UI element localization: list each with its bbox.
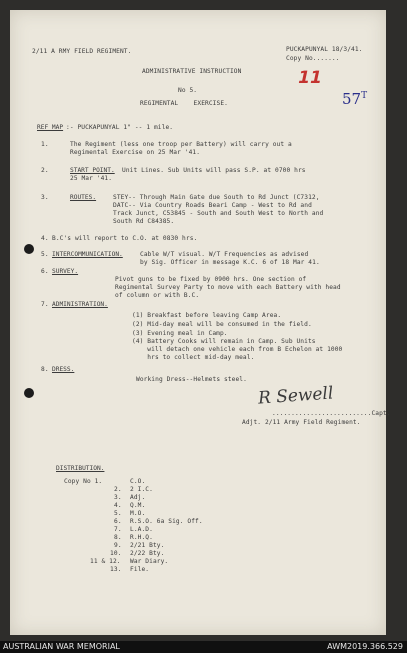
dist-to-4: Q.M. (130, 502, 146, 509)
place-date: PUCKAPUNYAL 18/3/41. (286, 46, 363, 53)
dist-copy-8: 8. (114, 534, 122, 541)
admin-item-3: (3) Evening meal in Camp. (132, 330, 228, 337)
dist-copy-5: 5. (114, 510, 122, 517)
dist-to-8: R.H.Q. (130, 534, 153, 541)
para-2-label: START POINT. (70, 167, 115, 174)
dress-label: DRESS. (52, 366, 75, 373)
dist-to-9: 2/21 Bty. (130, 542, 165, 549)
para-6-label: SURVEY. (52, 268, 79, 275)
signature-appointment: Adjt. 2/11 Army Field Regiment. (242, 419, 361, 426)
para-7-num: 7. (41, 301, 49, 308)
punch-hole-top (24, 244, 34, 254)
para-1-line-2: Regimental Exercise on 25 Mar '41. (70, 149, 201, 156)
copy-number: Copy No....... (286, 55, 340, 62)
distribution-label: DISTRIBUTION. (56, 465, 105, 472)
dist-copy-9: 9. (114, 542, 122, 549)
dist-copy-3: 3. (114, 494, 122, 501)
admin-item-2: (2) Mid-day meal will be consumed in the field. (132, 321, 312, 328)
admin-item-1: (1) Breakfast before leaving Camp Area. (132, 312, 282, 319)
dist-copy-4: 4. (114, 502, 122, 509)
para-3-num: 3. (41, 194, 49, 201)
para-6-line-2: Pivot guns to be fixed by 0900 hrs. One section of (115, 276, 307, 283)
admin-item-6: hrs to collect mid-day meal. (132, 354, 255, 361)
para-3-line-4: South Rd C84385. (113, 218, 175, 225)
para-2-line-2: 25 Mar '41. (70, 175, 113, 182)
dist-to-10: 2/22 Bty. (130, 550, 165, 557)
dist-copy-7: 7. (114, 526, 122, 533)
footer-institution: AUSTRALIAN WAR MEMORIAL (3, 642, 120, 651)
blue-number-annotation (342, 90, 367, 108)
red-copy-annotation: 11 (295, 68, 324, 88)
dist-to-1: C.O. (130, 478, 146, 485)
dress-text: Working Dress--Helmets steel. (136, 376, 247, 383)
ref-map-label: REF MAP (37, 124, 64, 131)
dist-to-11: War Diary. (130, 558, 169, 565)
dist-to-6: R.S.O. 6a Sig. Off. (130, 518, 203, 525)
para-6-num: 6. (41, 268, 49, 275)
admin-item-4: (4) Battery Cooks will remain in Camp. Sub Units (132, 338, 316, 345)
title-line-1: ADMINISTRATIVE INSTRUCTION (142, 68, 242, 75)
para-5-line-2: by Sig. Officer in message K.C. 6 of 18 Mar 41. (140, 259, 320, 266)
para-6-line-3: Regimental Survey Party to move with each Battery with head (115, 284, 341, 291)
handwritten-signature: R Sewell (257, 383, 335, 409)
para-2-line-1: Unit Lines. Sub Units will pass S.P. at 0700 hrs (122, 167, 306, 174)
title-line-2: No 5. (178, 87, 198, 94)
dist-to-7: L.A.D. (130, 526, 153, 533)
signature-rank-line: ..........................Capt. (272, 410, 391, 417)
blue-number-sup: T (361, 91, 368, 101)
admin-item-5: will detach one vehicle each from B Echelon at 1000 (132, 346, 343, 353)
para-4-line-1: B.C's will report to C.O. at 0830 hrs. (52, 235, 198, 242)
blue-number: 57 (342, 90, 362, 108)
unit-heading: 2/11 A RMY FIELD REGIMENT. (32, 48, 132, 55)
dist-to-5: M.O. (130, 510, 146, 517)
para-4-num: 4. (41, 235, 49, 242)
dist-copy-12: 13. (110, 566, 122, 573)
dist-copy-10: 10. (110, 550, 122, 557)
dress-num: 8. (41, 366, 49, 373)
dist-copy-2: 2. (114, 486, 122, 493)
footer-accession: AWM2019.366.529 (327, 642, 403, 651)
para-1-num: 1. (41, 141, 49, 148)
para-6-line-4: of column or with B.C. (115, 292, 200, 299)
para-3-label: ROUTES. (70, 194, 97, 201)
dist-to-2: 2 I.C. (130, 486, 153, 493)
dist-to-12: File. (130, 566, 150, 573)
para-5-label: INTERCOMMUNICATION. (52, 251, 123, 258)
para-7-label: ADMINISTRATION. (52, 301, 108, 308)
ref-map-text: :- PUCKAPUNYAL 1" -- 1 mile. (66, 124, 174, 131)
document-page (10, 10, 391, 635)
para-1-line-1: The Regiment (less one troop per Battery) will carry out a (70, 141, 292, 148)
para-3-line-1: STEY-- Through Main Gate due South to Rd Junct (C7312, (113, 194, 320, 201)
para-5-num: 5. (41, 251, 49, 258)
para-3-line-2: DATC-- Via Country Roads Beari Camp - West to Rd and (113, 202, 312, 209)
punch-hole-bottom (24, 388, 34, 398)
dist-copy-6: 6. (114, 518, 122, 525)
archive-footer (0, 641, 407, 653)
dist-copy-1: Copy No 1. (64, 478, 103, 485)
para-2-num: 2. (41, 167, 49, 174)
title-line-3: REGIMENTAL EXERCISE. (140, 100, 228, 107)
para-3-line-3: Track Junct, C53845 - South and South West to North and (113, 210, 324, 217)
dist-to-3: Adj. (130, 494, 146, 501)
para-5-line-1: Cable W/T visual. W/T Frequencies as advised (140, 251, 309, 258)
dist-copy-11: 11 & 12. (90, 558, 121, 565)
